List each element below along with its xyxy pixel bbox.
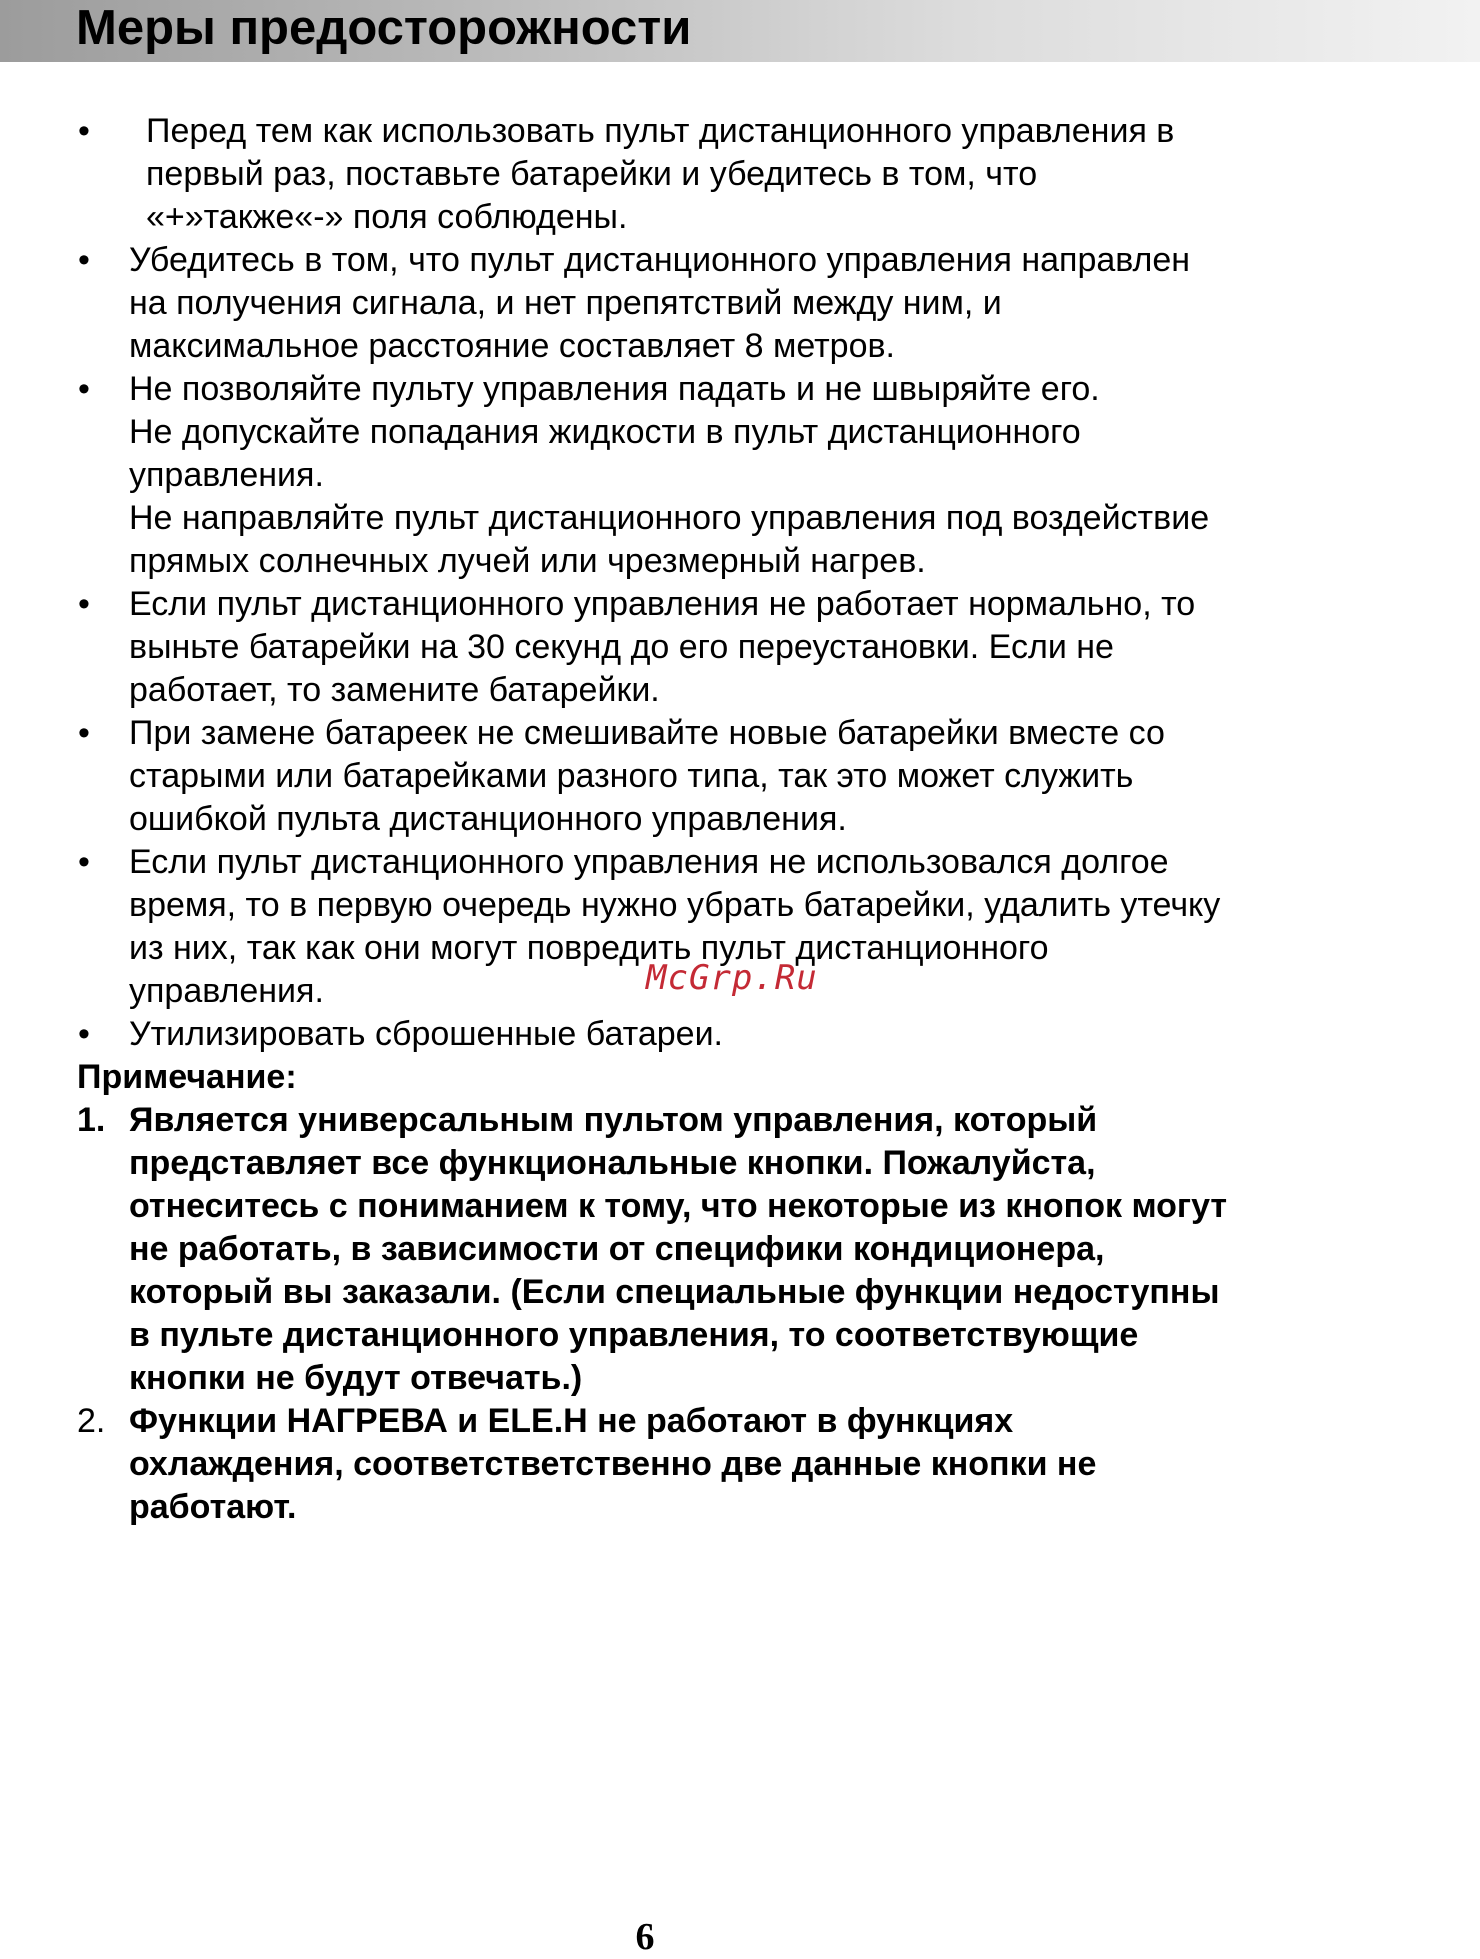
bullet-line: управления. bbox=[129, 456, 324, 494]
bullet-marker: • bbox=[78, 714, 90, 752]
bullet-item bbox=[0, 583, 1480, 712]
bullet-line: Если пульт дистанционного управления не работает нормально, то bbox=[129, 585, 1196, 623]
note-number: 1. bbox=[77, 1101, 106, 1139]
watermark: McGrp.Ru bbox=[646, 958, 818, 998]
note-line: Является универсальным пультом управления, который bbox=[129, 1101, 1098, 1139]
bullet-line: Не позволяйте пульту управления падать и не швыряйте его. bbox=[129, 370, 1100, 408]
note-line: не работать, в зависимости от специфики кондиционера, bbox=[129, 1230, 1105, 1268]
bullet-line: первый раз, поставьте батарейки и убедитесь в том, что bbox=[146, 155, 1038, 193]
bullet-marker: • bbox=[78, 241, 90, 279]
bullet-item bbox=[0, 368, 1480, 583]
bullet-item bbox=[0, 712, 1480, 841]
note-line: Функции НАГРЕВА и ELE.H не работают в функциях bbox=[129, 1402, 1014, 1440]
note-heading: Примечание: bbox=[77, 1058, 297, 1096]
page-title: Меры предосторожности bbox=[76, 1, 692, 55]
bullet-item bbox=[0, 239, 1480, 368]
bullet-line: Не направляйте пульт дистанционного управления под воздействие bbox=[129, 499, 1210, 537]
note-line: кнопки не будут отвечать.) bbox=[129, 1359, 583, 1397]
note-line: работают. bbox=[129, 1488, 297, 1526]
page-content bbox=[0, 110, 1480, 1529]
bullet-item bbox=[0, 110, 1480, 239]
bullet-line: выньте батарейки на 30 секунд до его переустановки. Если не bbox=[129, 628, 1114, 666]
bullet-marker: • bbox=[78, 370, 90, 408]
bullet-line: на получения сигнала, и нет препятствий между ним, и bbox=[129, 284, 1002, 322]
bullet-line: максимальное расстояние составляет 8 метров. bbox=[129, 327, 895, 365]
bullet-line: Если пульт дистанционного управления не использовался долгое bbox=[129, 843, 1169, 881]
note-number: 2. bbox=[77, 1402, 106, 1440]
bullet-item bbox=[0, 1013, 1480, 1056]
bullet-line: старыми или батарейками разного типа, так это может служить bbox=[129, 757, 1134, 795]
bullet-marker: • bbox=[78, 112, 90, 150]
bullet-marker: • bbox=[78, 1015, 90, 1053]
note-line: отнеситесь с пониманием к тому, что некоторые из кнопок могут bbox=[129, 1187, 1228, 1225]
note-line: представляет все функциональные кнопки. Пожалуйста, bbox=[129, 1144, 1096, 1182]
note-item bbox=[0, 1400, 1480, 1529]
note-list bbox=[0, 1099, 1480, 1529]
bullet-marker: • bbox=[78, 585, 90, 623]
bullet-marker: • bbox=[78, 843, 90, 881]
bullet-line: ошибкой пульта дистанционного управления. bbox=[129, 800, 847, 838]
bullet-line: Перед тем как использовать пульт дистанционного управления в bbox=[146, 112, 1175, 150]
note-line: охлаждения, соответстветственно две данные кнопки не bbox=[129, 1445, 1097, 1483]
bullet-line: управления. bbox=[129, 972, 324, 1010]
bullet-line: работает, то замените батарейки. bbox=[129, 671, 660, 709]
bullet-line: «+»также«-» поля соблюдены. bbox=[146, 198, 628, 236]
note-item bbox=[0, 1099, 1480, 1400]
bullet-line: прямых солнечных лучей или чрезмерный нагрев. bbox=[129, 542, 926, 580]
bullet-line: из них, так как они могут повредить пульт дистанционного bbox=[129, 929, 1049, 967]
bullet-line: Утилизировать сброшенные батареи. bbox=[129, 1015, 724, 1053]
bullet-line: Не допускайте попадания жидкости в пульт дистанционного bbox=[129, 413, 1081, 451]
bullet-line: время, то в первую очередь нужно убрать батарейки, удалить утечку bbox=[129, 886, 1221, 924]
precautions-list bbox=[0, 110, 1480, 1056]
note-line: в пульте дистанционного управления, то соответствующие bbox=[129, 1316, 1139, 1354]
page-number: 6 bbox=[635, 1916, 655, 1958]
bullet-line: Убедитесь в том, что пульт дистанционного управления направлен bbox=[129, 241, 1191, 279]
bullet-line: При замене батареек не смешивайте новые батарейки вместе со bbox=[129, 714, 1165, 752]
note-line: который вы заказали. (Если специальные функции недоступны bbox=[129, 1273, 1220, 1311]
